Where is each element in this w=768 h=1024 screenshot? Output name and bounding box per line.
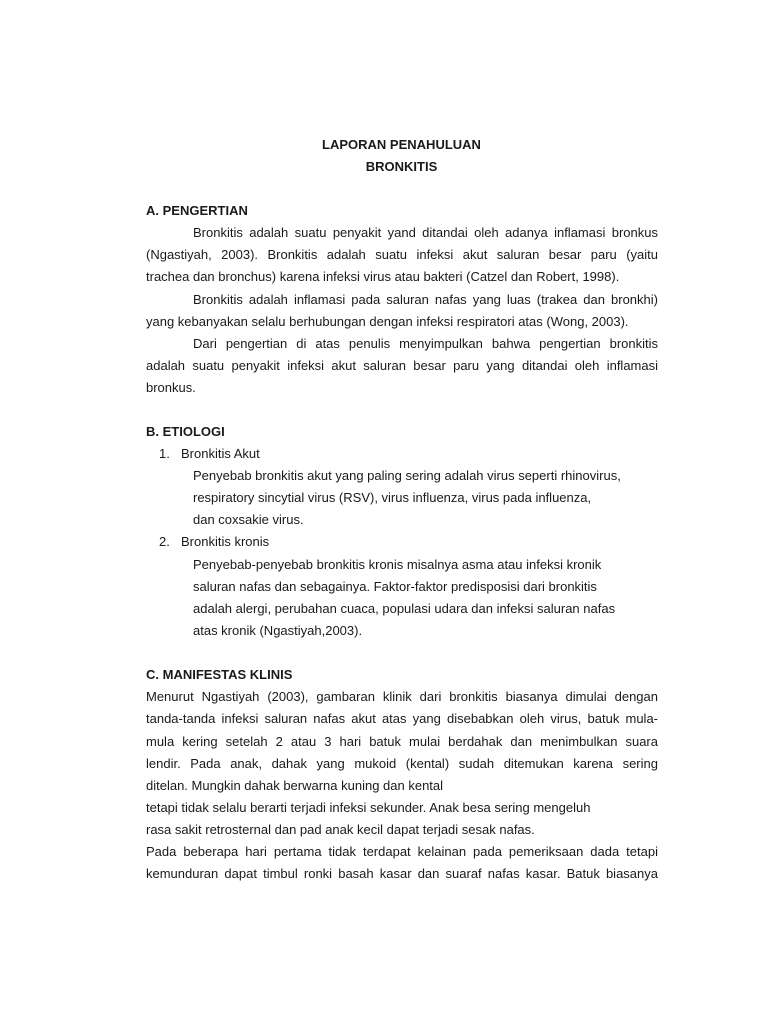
list-item-line: atas kronik (Ngastiyah,2003). <box>193 623 363 638</box>
section-a-line: adalah suatu penyakit infeksi akut saluran besar paru yang ditandai oleh inflamasi <box>146 358 658 373</box>
section-c-line: ditelan. Mungkin dahak berwarna kuning dan kental <box>146 778 444 793</box>
section-a-line: Bronkitis adalah inflamasi pada saluran nafas yang luas (trakea dan bronkhi) <box>193 292 658 307</box>
section-a-heading: A. PENGERTIAN <box>146 203 248 218</box>
list-item-line: adalah alergi, perubahan cuaca, populasi udara dan infeksi saluran nafas <box>193 601 616 616</box>
section-a-line: (Ngastiyah, 2003). Bronkitis adalah suatu infeksi akut saluran besar paru (yaitu <box>146 247 658 262</box>
section-c-line: tanda-tanda infeksi saluran nafas akut atas yang disebabkan oleh virus, batuk mula- <box>146 711 658 726</box>
list-item-line: Penyebab-penyebab bronkitis kronis misalnya asma atau infeksi kronik <box>193 557 602 572</box>
section-c-heading: C. MANIFESTAS KLINIS <box>146 667 293 682</box>
section-c-line: tetapi tidak selalu berarti terjadi infeksi sekunder. Anak besa sering mengeluh <box>146 800 591 815</box>
section-a-line: Bronkitis adalah suatu penyakit yand ditandai oleh adanya inflamasi bronkus <box>193 225 658 240</box>
list-item-label: Bronkitis Akut <box>181 446 260 461</box>
list-number: 2. <box>159 534 170 549</box>
section-a-line: bronkus. <box>146 380 196 395</box>
document-title: LAPORAN PENAHULUAN <box>322 137 481 152</box>
section-c-line: Pada beberapa hari pertama tidak terdapat kelainan pada pemeriksaan dada tetapi <box>146 844 658 859</box>
section-c-line: lendir. Pada anak, dahak yang mukoid (kental) sudah ditemukan karena sering <box>146 756 658 771</box>
section-a-line: yang kebanyakan selalu berhubungan dengan infeksi respiratori atas (Wong, 2003). <box>146 314 629 329</box>
section-a-line: Dari pengertian di atas penulis menyimpulkan bahwa pengertian bronkitis <box>193 336 658 351</box>
section-c-line: mula kering setelah 2 atau 3 hari batuk mulai berdahak dan menimbulkan suara <box>146 734 658 749</box>
section-c-line: Menurut Ngastiyah (2003), gambaran klinik dari bronkitis biasanya dimulai dengan <box>146 689 658 704</box>
list-item-line: dan coxsakie virus. <box>193 512 304 527</box>
list-item-label: Bronkitis kronis <box>181 534 270 549</box>
section-c-line: rasa sakit retrosternal dan pad anak kecil dapat terjadi sesak nafas. <box>146 822 535 837</box>
section-b-heading: B. ETIOLOGI <box>146 424 225 439</box>
list-item-line: respiratory sincytial virus (RSV), virus influenza, virus pada influenza, <box>193 490 592 505</box>
section-c-line: kemunduran dapat timbul ronki basah kasar dan suaraf nafas kasar. Batuk biasanya <box>146 866 658 881</box>
list-item-line: saluran nafas dan sebagainya. Faktor-faktor predisposisi dari bronkitis <box>193 579 597 594</box>
section-a-line: trachea dan bronchus) karena infeksi virus atau bakteri (Catzel dan Robert, 1998). <box>146 269 620 284</box>
document-subtitle: BRONKITIS <box>365 159 438 174</box>
list-item-line: Penyebab bronkitis akut yang paling sering adalah virus seperti rhinovirus, <box>193 468 621 483</box>
list-number: 1. <box>159 446 170 461</box>
